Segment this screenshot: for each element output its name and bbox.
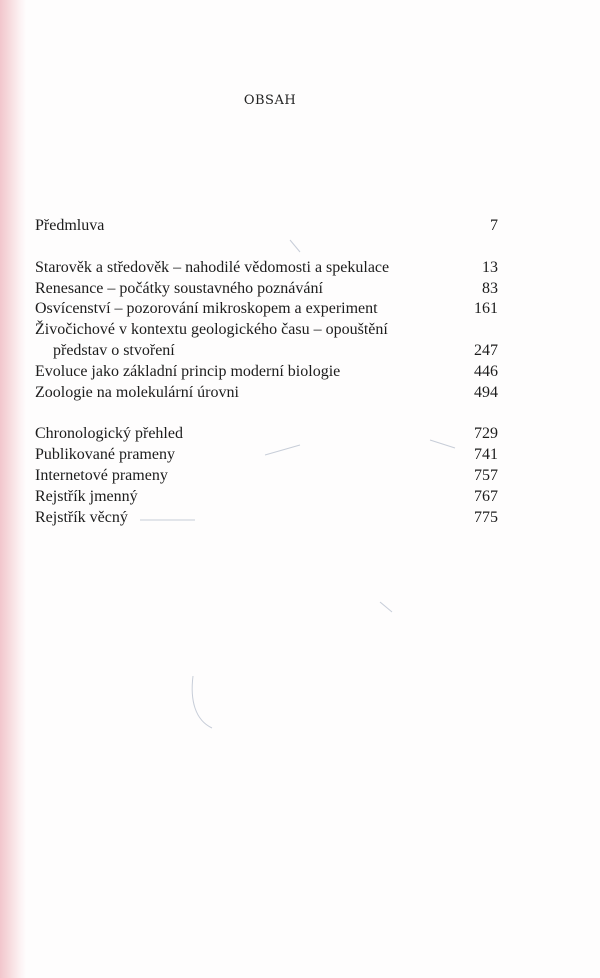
- table-of-contents: [35, 216, 498, 549]
- toc-entry-page: 83: [482, 279, 498, 297]
- toc-entry[interactable]: [35, 508, 498, 529]
- toc-entry[interactable]: [35, 279, 498, 300]
- toc-entry-title: Chronologický přehled: [35, 425, 183, 443]
- toc-entry[interactable]: [35, 487, 498, 508]
- toc-entry-title-continuation: představ o stvoření: [53, 341, 175, 359]
- toc-entry-page: 446: [474, 362, 498, 380]
- toc-entry-page: 757: [474, 466, 498, 484]
- toc-entry-page: 767: [474, 487, 498, 505]
- toc-entry-page: 775: [474, 508, 498, 526]
- toc-entry-title-wrapped: [35, 320, 388, 362]
- toc-group-back-matter: [35, 424, 498, 528]
- toc-entry[interactable]: [35, 445, 498, 466]
- toc-group-chapters: [35, 258, 498, 404]
- toc-group-front-matter: [35, 216, 498, 237]
- toc-entry[interactable]: [35, 383, 498, 404]
- toc-entry-title: Živočichové v kontextu geologického času – opouštění: [35, 321, 388, 339]
- toc-entry-title: Rejstřík jmenný: [35, 487, 138, 505]
- toc-entry-title: Publikované prameny: [35, 446, 175, 464]
- toc-entry-title: Rejstřík věcný: [35, 508, 128, 526]
- toc-entry-page: 13: [482, 258, 498, 276]
- toc-entry[interactable]: [35, 216, 498, 237]
- page-title: OBSAH: [243, 93, 297, 108]
- toc-entry-title: Osvícenství – pozorování mikroskopem a experiment: [35, 300, 378, 318]
- toc-entry[interactable]: [35, 299, 498, 320]
- toc-entry-page: 247: [474, 341, 498, 359]
- toc-entry[interactable]: [35, 424, 498, 445]
- toc-entry-title: Předmluva: [35, 217, 105, 234]
- toc-entry-page: 741: [474, 446, 498, 464]
- toc-entry[interactable]: [35, 466, 498, 487]
- toc-entry-title: Starověk a středověk – nahodilé vědomosti a spekulace: [35, 258, 390, 276]
- toc-entry-page: 7: [490, 217, 498, 234]
- toc-entry-page: 494: [474, 383, 498, 401]
- toc-entry-title: Internetové prameny: [35, 466, 168, 484]
- toc-entry-title: Renesance – počátky soustavného poznávání: [35, 279, 323, 297]
- toc-entry-page: 161: [474, 300, 498, 318]
- toc-entry[interactable]: [35, 320, 498, 362]
- toc-entry[interactable]: [35, 258, 498, 279]
- toc-entry-page: 729: [474, 425, 498, 443]
- toc-entry-title: Evoluce jako základní princip moderní biologie: [35, 362, 341, 380]
- toc-entry-title: Zoologie na molekulární úrovni: [35, 383, 239, 401]
- toc-entry[interactable]: [35, 362, 498, 383]
